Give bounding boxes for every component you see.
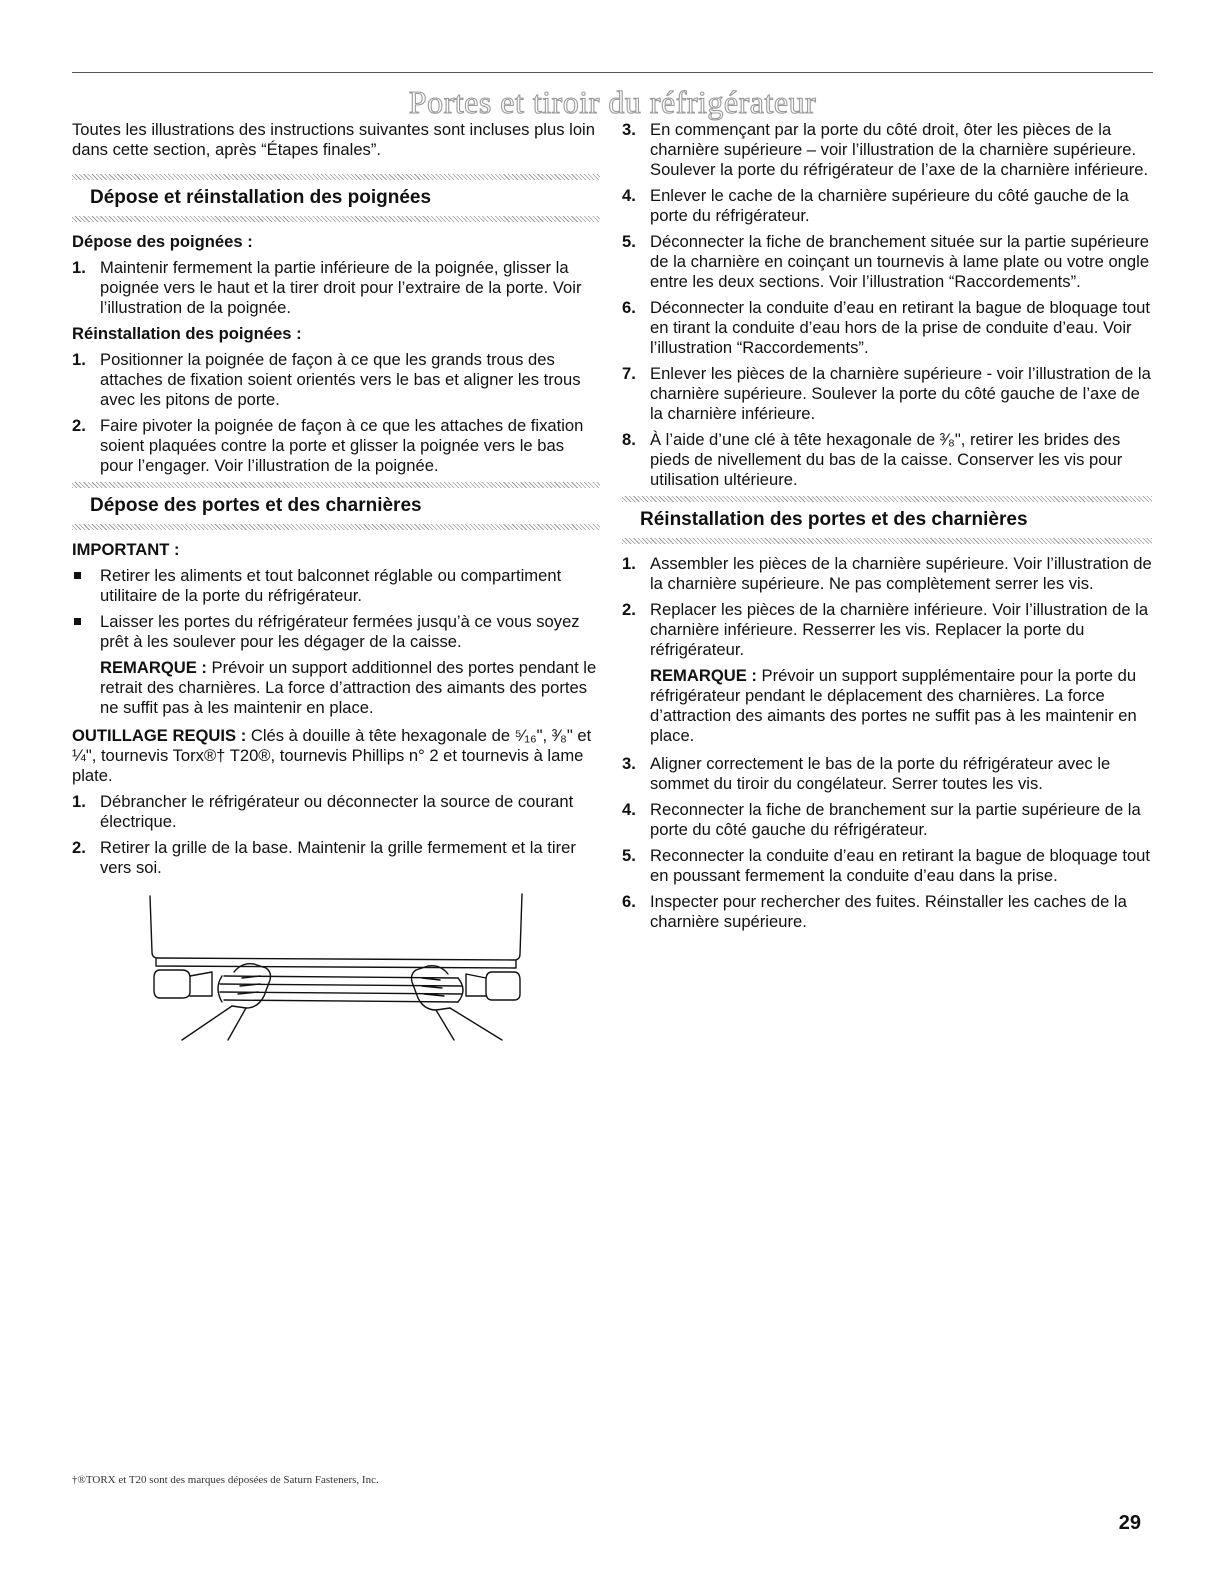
step-text: Faire pivoter la poignée de façon à ce que les attaches de fixation soient plaquées contre la porte et glisser la poignée vers le bas pour l’engager. Voir l’illustration de la poignée. xyxy=(100,416,584,475)
tools-label: OUTILLAGE REQUIS : xyxy=(72,726,247,745)
tools-text: Clés à douille à tête hexagonale de ⁵⁄₁₆", ³⁄₈" et ¼", tournevis Torx®† T20®, tournevis Phillips n° 2 et tournevis à lame plate. xyxy=(72,726,592,785)
list-item xyxy=(72,838,600,878)
step-number: 4. xyxy=(622,800,636,819)
step-text: En commençant par la porte du côté droit, ôter les pièces de la charnière supérieure – voir l’illustration de la charnière supérieure. Soulever la porte du réfrigérateur de l’axe de la charnière inférieure. xyxy=(650,120,1149,179)
handle-removal-steps xyxy=(72,258,600,318)
bullet-text: Laisser les portes du réfrigérateur fermées jusqu’à ce vous soyez prêt à les soulever pour les dégager de la caisse. xyxy=(100,612,580,651)
square-bullet-icon xyxy=(74,572,81,579)
door-removal-steps-continued xyxy=(622,120,1152,490)
step-text: Positionner la poignée de façon à ce que les grands trous des attaches de fixation soient orientés vers le bas et aligner les trous avec les pitons de porte. xyxy=(100,350,581,409)
list-item xyxy=(622,430,1152,490)
hatch-divider xyxy=(72,216,600,222)
step-number: 2. xyxy=(622,600,636,619)
right-column xyxy=(622,120,1152,938)
list-item xyxy=(622,754,1152,794)
door-removal-steps xyxy=(72,792,600,878)
reinstall-steps-continued xyxy=(622,754,1152,932)
note-text: Prévoir un support additionnel des portes pendant le retrait des charnières. La force d’attraction des aimants des portes ne suffit pas à les maintenir en place. xyxy=(100,658,597,717)
list-item xyxy=(72,416,600,476)
list-item xyxy=(622,232,1152,292)
intro-text: Toutes les illustrations des instructions suivantes sont incluses plus loin dans cette section, après “Étapes finales”. xyxy=(72,120,595,159)
step-text: Reconnecter la conduite d’eau en retirant la bague de bloquage tout en poussant fermement la conduite d’eau dans la prise. xyxy=(650,846,1151,885)
note xyxy=(72,658,600,718)
step-number: 2. xyxy=(72,416,86,435)
section-title: Dépose des portes et des charnières xyxy=(90,495,422,516)
subheading: Réinstallation des poignées : xyxy=(72,324,302,343)
list-item xyxy=(622,892,1152,932)
list-item xyxy=(72,612,600,652)
important-bullets xyxy=(72,566,600,652)
top-rule xyxy=(72,72,1153,73)
base-grille-illustration xyxy=(142,892,600,1047)
list-item xyxy=(72,792,600,832)
list-item xyxy=(622,364,1152,424)
list-item xyxy=(72,566,600,606)
section-title: Dépose et réinstallation des poignées xyxy=(90,187,432,208)
note-label: REMARQUE : xyxy=(650,666,757,685)
note xyxy=(622,666,1152,746)
list-item xyxy=(622,846,1152,886)
section-title: Réinstallation des portes et des charnières xyxy=(640,509,1028,530)
note-label: REMARQUE : xyxy=(100,658,207,677)
step-text: Aligner correctement le bas de la porte du réfrigérateur avec le sommet du tiroir du congélateur. Serrer toutes les vis. xyxy=(650,754,1111,793)
step-text: Enlever les pièces de la charnière supérieure - voir l’illustration de la charnière supérieure. Soulever la porte du côté gauche de l’axe de la charnière inférieure. xyxy=(650,364,1151,423)
subheading: Dépose des poignées : xyxy=(72,232,253,251)
list-item xyxy=(72,350,600,410)
footnote: †®TORX et T20 sont des marques déposées de Saturn Fasteners, Inc. xyxy=(72,1474,379,1486)
step-text: Retirer la grille de la base. Maintenir la grille fermement et la tirer vers soi. xyxy=(100,838,576,877)
step-text: Replacer les pièces de la charnière inférieure. Voir l’illustration de la charnière inférieure. Resserrer les vis. Replacer la porte du réfrigérateur. xyxy=(650,600,1149,659)
step-number: 2. xyxy=(72,838,86,857)
note-text: Prévoir un support supplémentaire pour la porte du réfrigérateur pendant le déplacement des charnières. La force d’attraction des aimants des portes ne suffit pas à les maintenir en place. xyxy=(650,666,1137,745)
step-text: Reconnecter la fiche de branchement sur la partie supérieure de la porte du côté gauche du réfrigérateur. xyxy=(650,800,1141,839)
step-text: Inspecter pour rechercher des fuites. Réinstaller les caches de la charnière supérieure. xyxy=(650,892,1127,931)
list-item xyxy=(622,600,1152,660)
step-text: Maintenir fermement la partie inférieure de la poignée, glisser la poignée vers le haut et la tirer droit pour l’extraire de la porte. Voir l’illustration de la poignée. xyxy=(100,258,582,317)
step-text: Enlever le cache de la charnière supérieure du côté gauche de la porte du réfrigérateur. xyxy=(650,186,1129,225)
hatch-divider xyxy=(72,524,600,530)
step-text: Déconnecter la conduite d’eau en retirant la bague de bloquage tout en tirant la conduite d’eau hors de la prise de conduite d’eau. Voir l’illustration “Raccordements”. xyxy=(650,298,1151,357)
step-number: 1. xyxy=(72,350,86,369)
step-number: 1. xyxy=(72,258,86,277)
section-header-handles xyxy=(72,174,600,222)
page-title: Portes et tiroir du réfrigérateur xyxy=(408,84,817,120)
step-number: 7. xyxy=(622,364,636,383)
list-item xyxy=(622,298,1152,358)
handle-reinstall-steps xyxy=(72,350,600,476)
hatch-divider xyxy=(622,538,1152,544)
square-bullet-icon xyxy=(74,618,81,625)
step-number: 8. xyxy=(622,430,636,449)
bullet-text: Retirer les aliments et tout balconnet réglable ou compartiment utilitaire de la porte du réfrigérateur. xyxy=(100,566,562,605)
step-number: 3. xyxy=(622,754,636,773)
step-text: Déconnecter la fiche de branchement située sur la partie supérieure de la charnière en coinçant un tournevis à lame plate ou votre ongle entre les deux sections. Voir l’illustration “Raccordements”. xyxy=(650,232,1150,291)
step-number: 6. xyxy=(622,892,636,911)
step-number: 1. xyxy=(72,792,86,811)
list-item xyxy=(622,120,1152,180)
step-number: 5. xyxy=(622,846,636,865)
tools-required xyxy=(72,726,600,786)
step-number: 3. xyxy=(622,120,636,139)
step-number: 4. xyxy=(622,186,636,205)
left-column xyxy=(72,120,600,1047)
step-number: 5. xyxy=(622,232,636,251)
grille-removal-drawing xyxy=(142,892,542,1042)
step-text: Assembler les pièces de la charnière supérieure. Voir l’illustration de la charnière supérieure. Ne pas complètement serrer les vis. xyxy=(650,554,1152,593)
reinstall-steps xyxy=(622,554,1152,660)
step-number: 1. xyxy=(622,554,636,573)
page-number: 29 xyxy=(1118,1512,1141,1534)
section-header-doors xyxy=(72,482,600,530)
list-item xyxy=(622,554,1152,594)
step-text: À l’aide d’une clé à tête hexagonale de ³⁄₈", retirer les brides des pieds de nivellement du bas de la caisse. Conserver les vis pour utilisation ultérieure. xyxy=(650,430,1123,489)
important-heading: IMPORTANT : xyxy=(72,540,180,559)
step-text: Débrancher le réfrigérateur ou déconnecter la source de courant électrique. xyxy=(100,792,574,831)
section-header-reinstall xyxy=(622,496,1152,544)
step-number: 6. xyxy=(622,298,636,317)
list-item xyxy=(72,258,600,318)
list-item xyxy=(622,186,1152,226)
list-item xyxy=(622,800,1152,840)
